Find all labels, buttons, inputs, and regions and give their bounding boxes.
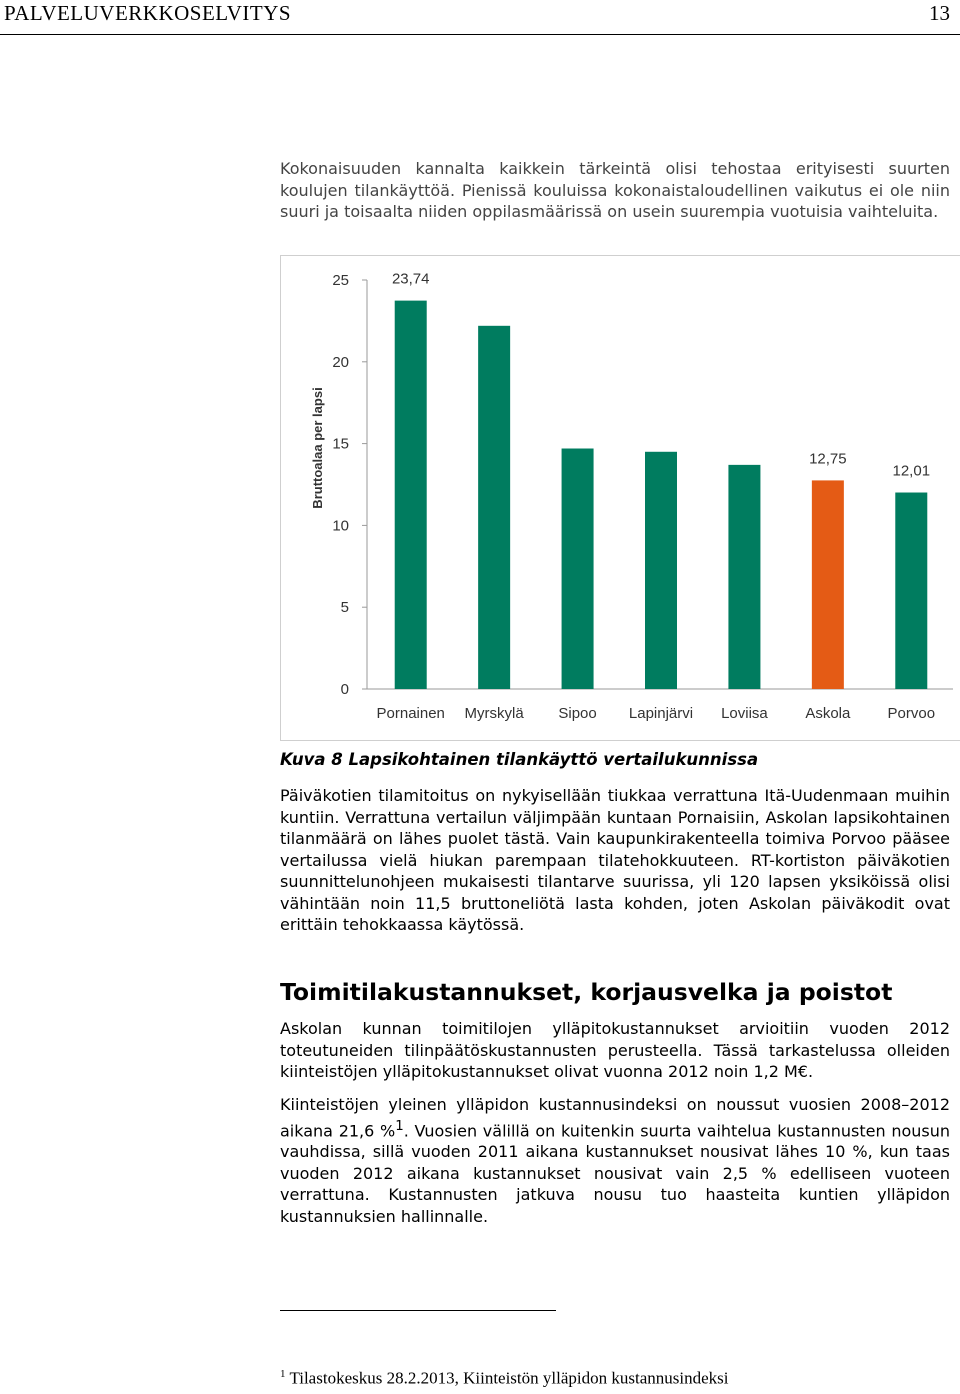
body-paragraph-2: Askolan kunnan toimitilojen ylläpitokustannukset arvioitiin vuoden 2012 toteutuneiden tilinpäätöskustannusten perusteella. Tässä tarkastelussa olleiden kiinteistöjen ylläpitokustannukset olivat vuonna 2012 noin 1,2 M€.	[280, 1019, 950, 1081]
footnote	[280, 1368, 728, 1389]
body-paragraph-3-text-b: . Vuosien välillä on kuitenkin suurta vaihtelua kustannusten nousun vauhdissa, sillä vuoden 2011 aikana kustannukset nousivat lähes 10 %, kun taas vuoden 2012 aikana kustannukset nousivat vain 2,5 % edelliseen vuoteen verrattuna. Kustannusten jatkuva nousu tuo haasteita kuntien ylläpidon kustannuksien hallinnalle.	[280, 1120, 951, 1226]
section-heading: Toimitilakustannukset, korjausvelka ja poistot	[280, 978, 893, 1006]
bar-chart-canvas	[281, 256, 960, 740]
x-tick-label: Loviisa	[721, 705, 768, 722]
page-number: 13	[929, 1, 950, 25]
x-tick-label: Askola	[805, 705, 851, 722]
x-tick-label: Sipoo	[558, 705, 597, 722]
y-tick-label: 25	[332, 272, 349, 289]
data-label: 23,74	[391, 270, 430, 288]
body-paragraph-1: Päiväkotien tilamitoitus on nykyisellään tiukkaa verrattuna Itä-Uudenmaan muihin kuntiin. Verrattuna vertailun väljimpään kuntaan Pornaisiin, Askolan lapsikohtainen tilanmäärä on lähes puolet tästä. Vain kaupunkirakenteella toimiva Porvoo pääsee vertailussa vielä hiukan parempaan tilatehokkuuteen. RT-kortiston päiväkotien suunnittelunohjeen mukaisesti tilantarve suurissa, yli 120 lapsen yksiköissä olisi vähintään noin 11,5 bruttoneliötä lasta kohden, joten Askolan päiväkodit ovat erittäin tehokkaassa käytössä.	[280, 786, 950, 934]
bar	[395, 301, 427, 689]
data-label: 12,01	[892, 462, 931, 480]
body-paragraph-3	[280, 1094, 950, 1227]
bar	[728, 465, 760, 689]
page-header	[0, 0, 960, 35]
y-tick-label: 20	[332, 353, 349, 371]
figure-caption: Kuva 8 Lapsikohtainen tilankäyttö vertailukunnissa	[280, 750, 759, 769]
bar	[812, 480, 844, 689]
bar	[562, 449, 594, 689]
bar	[895, 493, 927, 689]
data-label: 12,75	[809, 450, 847, 468]
y-tick-label: 15	[332, 435, 349, 453]
intro-paragraph: Kokonaisuuden kannalta kaikkein tärkeintä olisi tehostaa erityisesti suurten koulujen tilankäyttöä. Pienissä kouluissa kokonaistaloudellinen vaikutus ei ole niin suuri ja toisaalta niiden oppilasmäärissä on usein suurempia vuotuisia vaihteluita.	[280, 159, 950, 221]
y-tick-label: 0	[340, 681, 349, 698]
footnote-number: 1	[280, 1368, 286, 1380]
y-tick-label: 10	[332, 517, 349, 535]
footnote-reference: 1	[395, 1118, 404, 1134]
x-tick-label: Lapinjärvi	[628, 705, 694, 722]
x-tick-label: Porvoo	[887, 705, 936, 722]
bar	[478, 326, 510, 689]
x-tick-label: Pornainen	[376, 705, 445, 722]
x-tick-label: Myrskylä	[464, 705, 524, 722]
y-tick-label: 5	[340, 599, 349, 617]
footnote-text: Tilastokeskus 28.2.2013, Kiinteistön ylläpidon kustannusindeksi	[289, 1368, 729, 1388]
bar	[645, 452, 677, 689]
y-axis-label: Bruttoalaa per lapsi	[310, 387, 325, 509]
bar-chart	[280, 255, 960, 741]
footnote-divider	[280, 1310, 556, 1311]
body-paragraph-3-text-a: Kiinteistöjen yleinen ylläpidon kustannusindeksi on noussut vuosien 2008–2012 aikana 21,6 %	[280, 1095, 950, 1140]
document-title: PALVELUVERKKOSELVITYS	[4, 1, 292, 25]
